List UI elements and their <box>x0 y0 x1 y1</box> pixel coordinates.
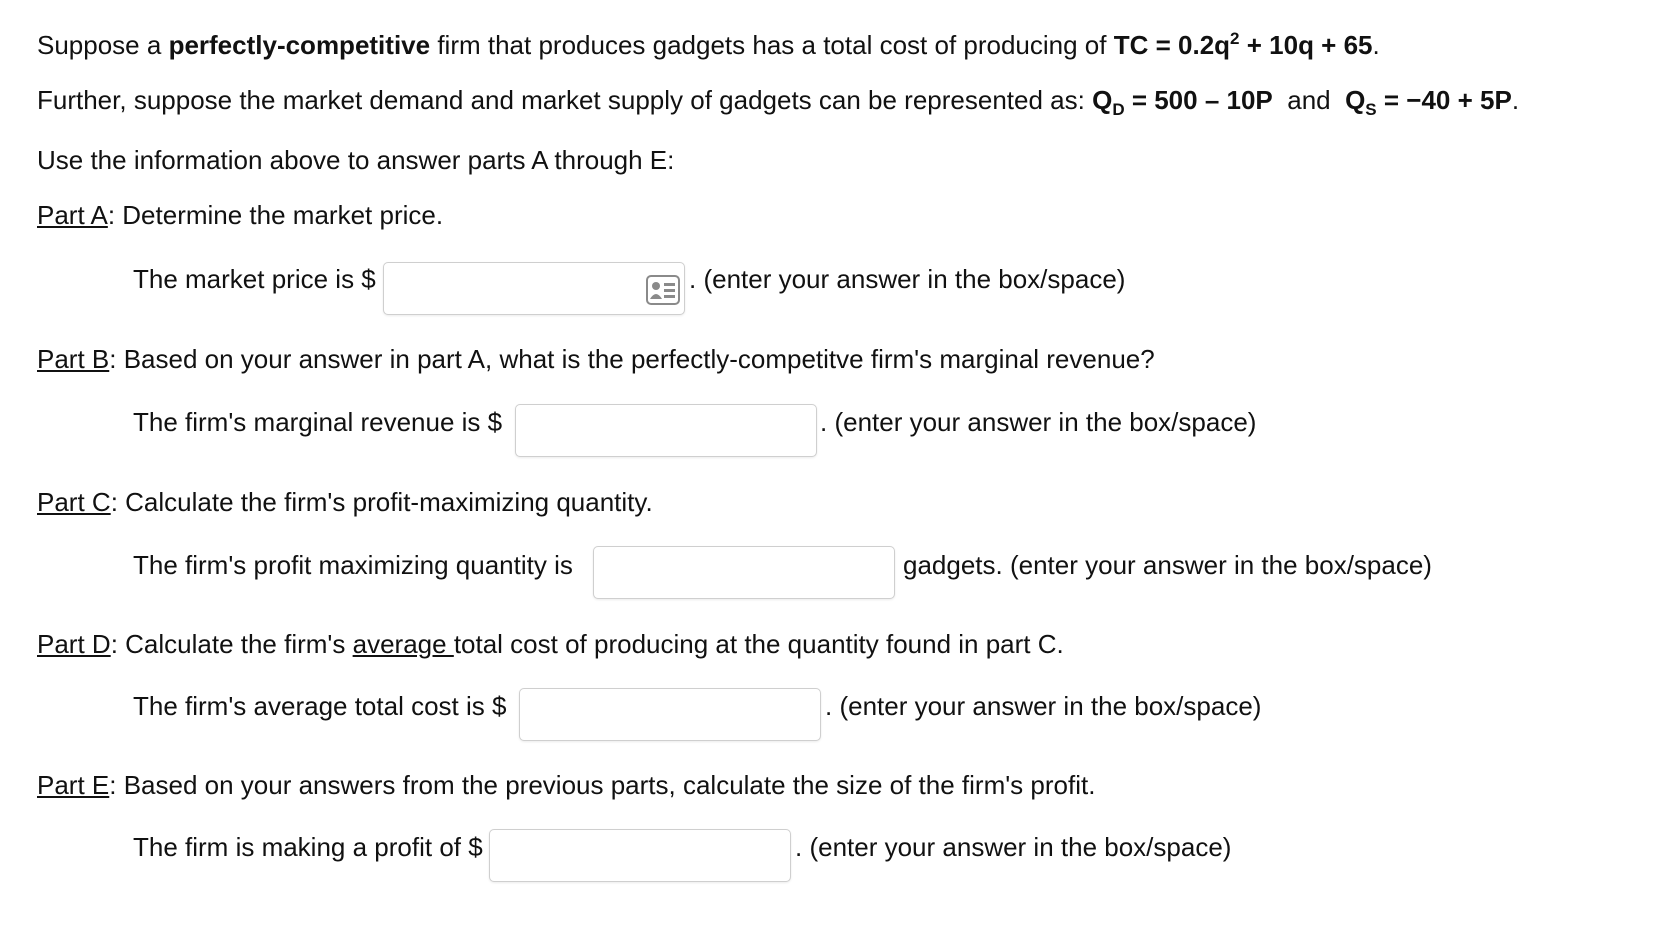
average-emphasis: average <box>352 629 454 659</box>
part-a-answer-field[interactable] <box>383 262 685 315</box>
part-d-label: Part D <box>37 629 111 659</box>
part-c-instruction: gadgets. (enter your answer in the box/space) <box>903 550 1432 580</box>
part-b-answer-input[interactable] <box>516 405 816 456</box>
part-e-instruction: . (enter your answer in the box/space) <box>795 832 1232 862</box>
part-b-instruction: . (enter your answer in the box/space) <box>820 407 1257 437</box>
intro-bold-term: perfectly-competitive <box>168 30 431 60</box>
part-a-label: Part A <box>37 200 108 230</box>
total-cost-equation: TC = $0.2q^2 + 10q + 65$ <box>1113 29 1373 60</box>
part-a-question: Part A: Determine the market price. <box>37 200 444 230</box>
intro-line-2: Further, suppose the market demand and market supply of gadgets can be represented as: $Q_D = 500 - 10P$ and $Q_S = -40 + 5P$. <box>37 85 1520 119</box>
intro-text: firm that produces gadgets has a total cost of producing of <box>430 30 1114 60</box>
part-d-question: Part D: Calculate the firm's average total cost of producing at the quantity found in part C. <box>37 629 1064 659</box>
part-c-answer-input[interactable] <box>594 547 894 598</box>
part-d-instruction: . (enter your answer in the box/space) <box>825 691 1262 721</box>
part-c-question: Part C: Calculate the firm's profit-maximizing quantity. <box>37 487 653 517</box>
part-c-answer-field[interactable] <box>593 546 895 599</box>
part-a-instruction: . (enter your answer in the box/space) <box>689 264 1126 294</box>
part-e-answer-input[interactable] <box>490 830 790 881</box>
part-b-prompt: The firm's marginal revenue is $ <box>133 407 503 437</box>
part-e-answer-field[interactable] <box>489 829 791 882</box>
supply-equation: $Q_S = -40 + 5P$ <box>1345 85 1512 119</box>
demand-equation: $Q_D = 500 - 10P$ <box>1092 85 1273 119</box>
intro-text: Further, suppose the market demand and market supply of gadgets can be represented as: <box>37 85 1093 115</box>
part-b-question: Part B: Based on your answer in part A, what is the perfectly-competitve firm's marginal revenue? <box>37 344 1155 374</box>
part-c-prompt: The firm's profit maximizing quantity is <box>133 550 573 580</box>
part-c-label: Part C <box>37 487 111 517</box>
part-e-prompt: The firm is making a profit of $ <box>133 832 483 862</box>
part-d-answer-field[interactable] <box>519 688 821 741</box>
instructions: Use the information above to answer parts A through E: <box>37 145 675 175</box>
part-a-answer-input[interactable] <box>384 263 684 314</box>
part-d-answer-input[interactable] <box>520 689 820 740</box>
part-b-label: Part B <box>37 344 110 374</box>
part-e-label: Part E <box>37 770 110 800</box>
part-a-prompt: The market price is $ <box>133 264 376 294</box>
part-d-prompt: The firm's average total cost is $ <box>133 691 507 721</box>
intro-line-1: Suppose a perfectly-competitive firm that produces gadgets has a total cost of producing of TC = $0.2q^2 + 10q + 65$. <box>37 29 1380 60</box>
part-b-answer-field[interactable] <box>515 404 817 457</box>
contact-card-icon[interactable] <box>646 275 680 305</box>
intro-text: Suppose a <box>37 30 169 60</box>
part-e-question: Part E: Based on your answers from the previous parts, calculate the size of the firm's profit. <box>37 770 1096 800</box>
